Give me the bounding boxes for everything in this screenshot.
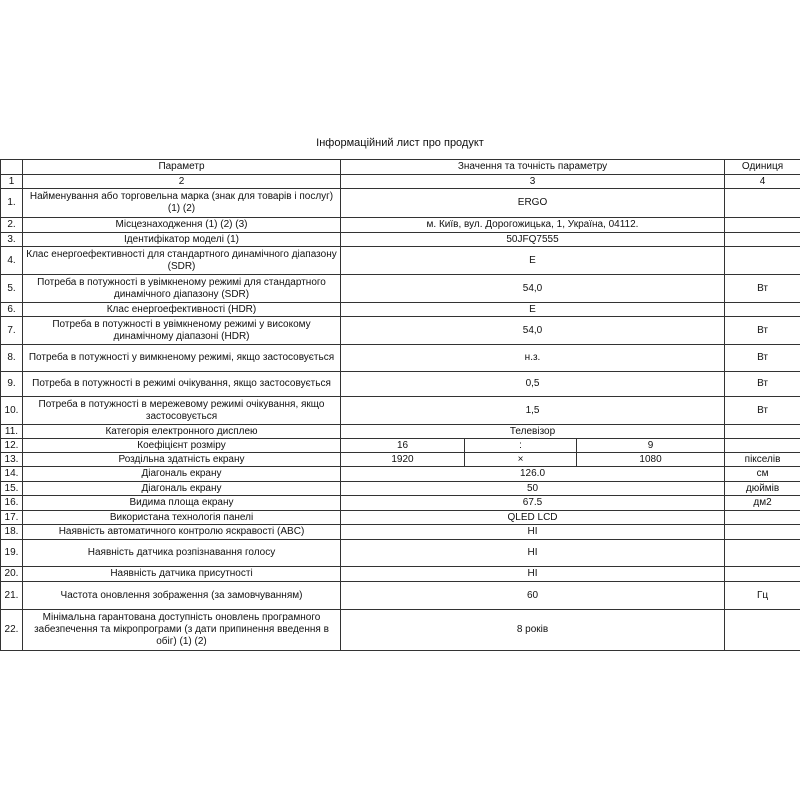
table-row: [1, 582, 800, 610]
row-number: 19.: [1, 540, 23, 567]
row-value: 54,0: [341, 317, 725, 345]
row-unit: [725, 247, 800, 275]
row-value: НІ: [341, 567, 725, 582]
row-unit: [725, 439, 800, 453]
row-unit: [725, 425, 800, 439]
row-number: 1.: [1, 189, 23, 218]
row-parameter: Роздільна здатність екрану: [23, 453, 341, 467]
row-unit: [725, 189, 800, 218]
row-number: 8.: [1, 345, 23, 372]
row-number: 13.: [1, 453, 23, 467]
row-number: 5.: [1, 275, 23, 303]
row-unit: [725, 511, 800, 525]
row-value: 50JFQ7555: [341, 233, 725, 247]
table-row: [1, 439, 800, 453]
row-parameter: Потреба в потужності у вимкненому режимі, якщо застосовується: [23, 345, 341, 372]
row-value: 54,0: [341, 275, 725, 303]
table-row: [1, 525, 800, 540]
row-unit: [725, 610, 800, 651]
table-row: [1, 453, 800, 467]
header-unit: Одиниця: [725, 160, 800, 175]
row-number: 22.: [1, 610, 23, 651]
row-value: НІ: [341, 540, 725, 567]
table-row: [1, 233, 800, 247]
row-parameter: Наявність автоматичного контролю яскравості (ABC): [23, 525, 341, 540]
row-number: 3.: [1, 233, 23, 247]
row-value: 0,5: [341, 372, 725, 397]
row-number: 12.: [1, 439, 23, 453]
document-title: Інформаційний лист про продукт: [316, 137, 484, 149]
row-parameter: Категорія електронного дисплею: [23, 425, 341, 439]
row-value: НІ: [341, 525, 725, 540]
row-number: 21.: [1, 582, 23, 610]
row-number: 17.: [1, 511, 23, 525]
table-row: [1, 610, 800, 651]
column-number-3: 3: [341, 175, 725, 189]
header-parameter: Параметр: [23, 160, 341, 175]
row-value: Телевізор: [341, 425, 725, 439]
table-body: [1, 160, 800, 651]
row-parameter: Частота оновлення зображення (за замовчуванням): [23, 582, 341, 610]
table-row: [1, 467, 800, 482]
row-parameter: Потреба в потужності в увімкненому режимі для стандартного динамічного діапазону (SDR): [23, 275, 341, 303]
row-number: 14.: [1, 467, 23, 482]
row-unit: пікселів: [725, 453, 800, 467]
row-value: 50: [341, 482, 725, 496]
row-value: ERGO: [341, 189, 725, 218]
row-parameter: Потреба в потужності в мережевому режимі очікування, якщо застосовується: [23, 397, 341, 425]
table-row: [1, 482, 800, 496]
row-unit: Вт: [725, 372, 800, 397]
column-number-row: [1, 175, 800, 189]
row-value: E: [341, 247, 725, 275]
row-value-a: 16: [341, 439, 465, 453]
row-number: 9.: [1, 372, 23, 397]
row-number: 11.: [1, 425, 23, 439]
row-number: 20.: [1, 567, 23, 582]
row-value: м. Київ, вул. Дорогожицька, 1, Україна, 04112.: [341, 218, 725, 233]
row-parameter: Клас енергоефективності (HDR): [23, 303, 341, 317]
table-row: [1, 397, 800, 425]
row-number: 15.: [1, 482, 23, 496]
row-value: н.з.: [341, 345, 725, 372]
table-row: [1, 567, 800, 582]
row-value: QLED LCD: [341, 511, 725, 525]
row-parameter: Ідентифікатор моделі (1): [23, 233, 341, 247]
row-parameter: Місцезнаходження (1) (2) (3): [23, 218, 341, 233]
row-parameter: Мінімальна гарантована доступність оновлень програмного забезпечення та мікропрограми (з дати припинення введення в обіг) (1) (2): [23, 610, 341, 651]
row-unit: [725, 303, 800, 317]
header-row: [1, 160, 800, 175]
table-row: [1, 540, 800, 567]
table-row: [1, 372, 800, 397]
row-unit: Вт: [725, 345, 800, 372]
header-value: Значення та точність параметру: [341, 160, 725, 175]
row-unit: см: [725, 467, 800, 482]
product-info-table: [0, 159, 800, 651]
row-parameter: Діагональ екрану: [23, 467, 341, 482]
row-value: 60: [341, 582, 725, 610]
row-value-a: 1920: [341, 453, 465, 467]
row-parameter: Видима площа екрану: [23, 496, 341, 511]
row-value: 67.5: [341, 496, 725, 511]
row-number: 2.: [1, 218, 23, 233]
column-number-1: 1: [1, 175, 23, 189]
column-number-2: 2: [23, 175, 341, 189]
row-unit: Вт: [725, 317, 800, 345]
table-row: [1, 511, 800, 525]
table-row: [1, 189, 800, 218]
row-parameter: Наявність датчика розпізнавання голосу: [23, 540, 341, 567]
row-value-b: 1080: [577, 453, 725, 467]
table-row: [1, 247, 800, 275]
row-number: 4.: [1, 247, 23, 275]
row-unit: Вт: [725, 397, 800, 425]
row-parameter: Клас енергоефективності для стандартного динамічного діапазону (SDR): [23, 247, 341, 275]
row-unit: [725, 567, 800, 582]
row-value: E: [341, 303, 725, 317]
row-parameter: Наявність датчика присутності: [23, 567, 341, 582]
row-parameter: Потреба в потужності в увімкненому режимі у високому динамічному діапазоні (HDR): [23, 317, 341, 345]
table-row: [1, 425, 800, 439]
row-number: 16.: [1, 496, 23, 511]
row-value-separator: ×: [465, 453, 577, 467]
table-row: [1, 496, 800, 511]
row-parameter: Використана технологія панелі: [23, 511, 341, 525]
row-unit: [725, 218, 800, 233]
row-number: 18.: [1, 525, 23, 540]
row-unit: Гц: [725, 582, 800, 610]
row-parameter: Найменування або торговельна марка (знак для товарів і послуг)(1) (2): [23, 189, 341, 218]
column-number-4: 4: [725, 175, 800, 189]
row-number: 6.: [1, 303, 23, 317]
row-value: 126.0: [341, 467, 725, 482]
row-number: 10.: [1, 397, 23, 425]
table-row: [1, 317, 800, 345]
table-row: [1, 218, 800, 233]
row-parameter: Діагональ екрану: [23, 482, 341, 496]
row-unit: [725, 525, 800, 540]
header-cell-empty: [1, 160, 23, 175]
table-row: [1, 275, 800, 303]
row-number: 7.: [1, 317, 23, 345]
row-parameter: Потреба в потужності в режимі очікування, якщо застосовується: [23, 372, 341, 397]
row-unit: [725, 540, 800, 567]
row-unit: [725, 233, 800, 247]
row-parameter: Коефіцієнт розміру: [23, 439, 341, 453]
row-value: 1,5: [341, 397, 725, 425]
row-value: 8 років: [341, 610, 725, 651]
row-unit: Вт: [725, 275, 800, 303]
row-unit: дм2: [725, 496, 800, 511]
row-unit: дюймів: [725, 482, 800, 496]
table-row: [1, 303, 800, 317]
row-value-b: 9: [577, 439, 725, 453]
table-row: [1, 345, 800, 372]
row-value-separator: :: [465, 439, 577, 453]
